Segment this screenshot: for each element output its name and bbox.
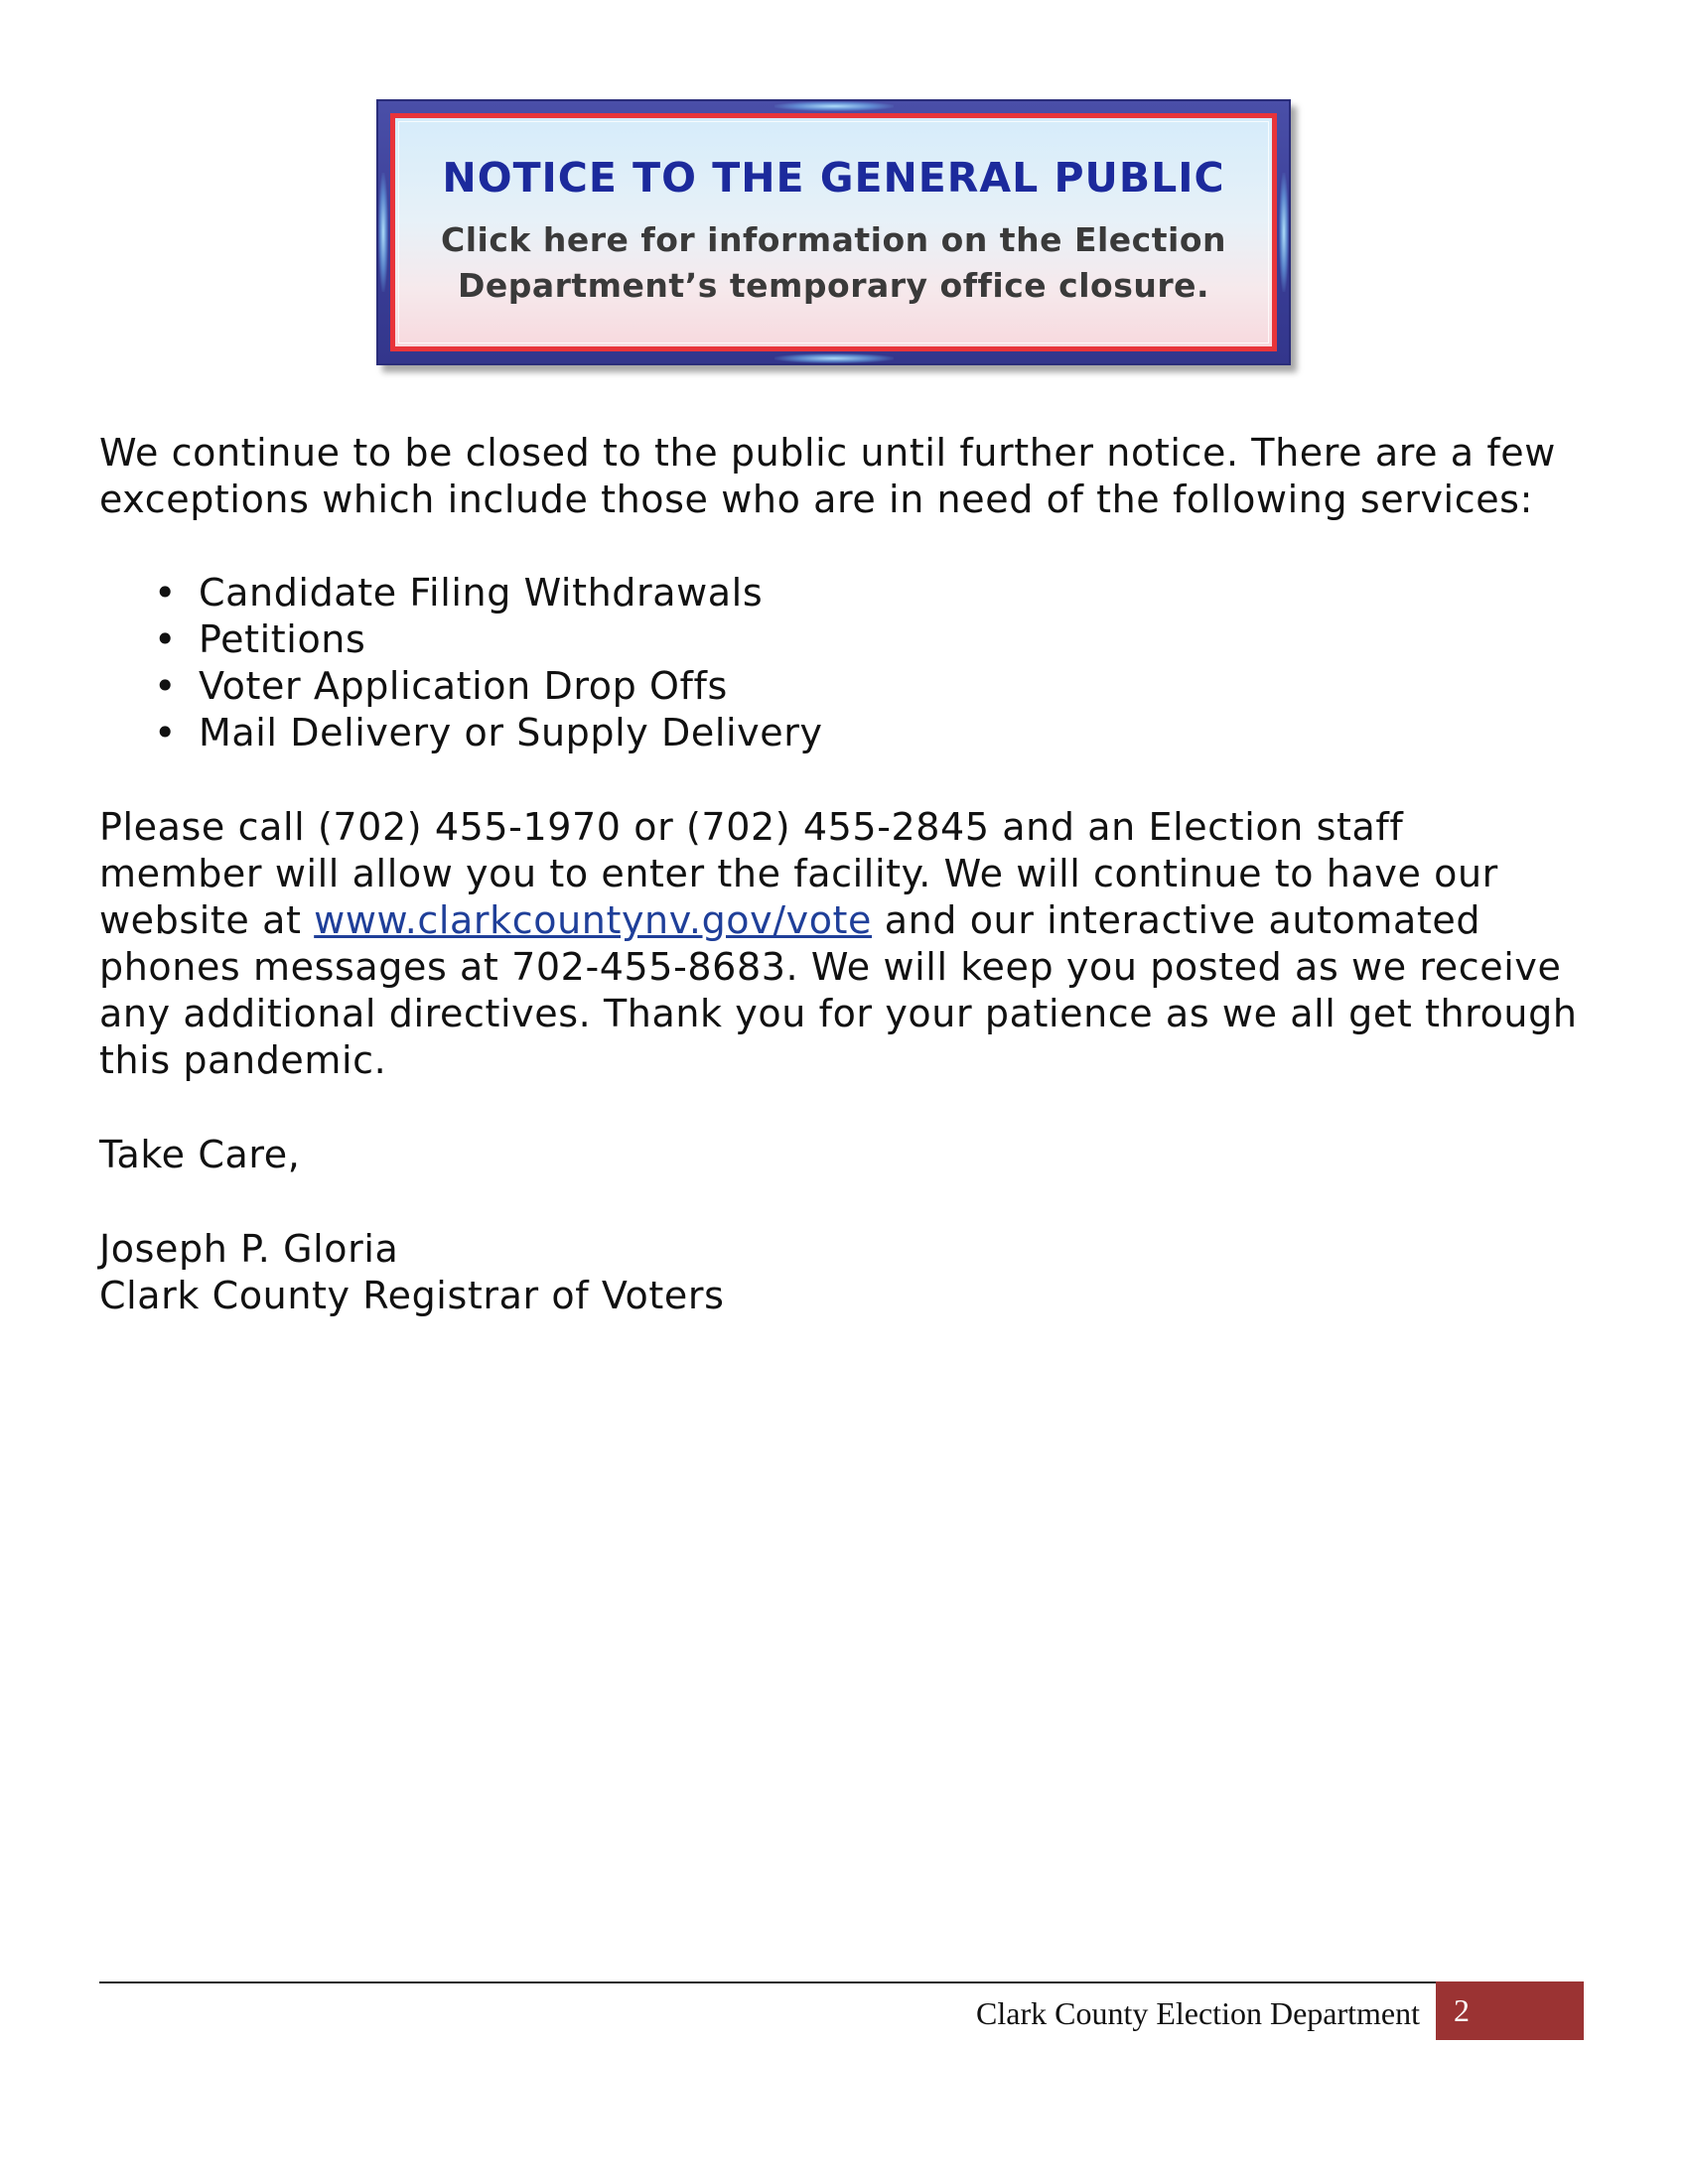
body-text: and our interactive automated bbox=[872, 898, 1481, 942]
signature-name: Joseph P. Gloria bbox=[99, 1227, 399, 1271]
bullet-icon: • bbox=[154, 617, 178, 661]
body-line: any additional directives. Thank you for your patience as we all get through bbox=[99, 992, 1578, 1035]
footer-divider bbox=[99, 1981, 1436, 1983]
banner-glow-right bbox=[1279, 173, 1289, 292]
intro-paragraph bbox=[99, 430, 1609, 523]
list-item bbox=[99, 710, 823, 756]
footer-department: Clark County Election Department bbox=[976, 1995, 1420, 2031]
service-label: Mail Delivery or Supply Delivery bbox=[199, 711, 823, 754]
signature-title: Clark County Registrar of Voters bbox=[99, 1274, 725, 1317]
bullet-icon: • bbox=[154, 711, 178, 754]
banner-title: NOTICE TO THE GENERAL PUBLIC bbox=[442, 154, 1225, 202]
banner-glow-top bbox=[774, 101, 894, 111]
banner-subtitle bbox=[395, 217, 1272, 309]
closing-text: Take Care, bbox=[99, 1133, 301, 1176]
body-line: Please call (702) 455-1970 or (702) 455-2845 and an Election staff bbox=[99, 805, 1404, 849]
contact-paragraph bbox=[99, 804, 1609, 1084]
intro-line: We continue to be closed to the public until further notice. There are a few bbox=[99, 431, 1556, 475]
list-item bbox=[99, 663, 823, 710]
services-list bbox=[99, 570, 823, 756]
list-item bbox=[99, 616, 823, 663]
list-item bbox=[99, 570, 823, 616]
banner-subtitle-line1: Click here for information on the Election bbox=[441, 220, 1226, 259]
body-line: this pandemic. bbox=[99, 1038, 387, 1082]
bullet-icon: • bbox=[154, 571, 178, 614]
banner-inner-panel[interactable] bbox=[390, 113, 1277, 351]
body-line-with-link bbox=[99, 897, 1609, 944]
body-line: phones messages at 702-455-8683. We will keep you posted as we receive bbox=[99, 945, 1562, 989]
body-text: website at bbox=[99, 898, 315, 942]
website-link[interactable]: www.clarkcountynv.gov/vote bbox=[314, 898, 873, 942]
bullet-icon: • bbox=[154, 664, 178, 708]
service-label: Petitions bbox=[199, 617, 366, 661]
banner-glow-bottom bbox=[774, 353, 894, 363]
intro-line: exceptions which include those who are in need of the following services: bbox=[99, 478, 1533, 521]
body-line: member will allow you to enter the facility. We will continue to have our bbox=[99, 852, 1498, 895]
service-label: Candidate Filing Withdrawals bbox=[199, 571, 764, 614]
notice-banner[interactable] bbox=[376, 99, 1291, 365]
page-number: 2 bbox=[1436, 1981, 1584, 2040]
banner-glow-left bbox=[378, 173, 388, 292]
banner-subtitle-line2: Department’s temporary office closure. bbox=[457, 266, 1210, 305]
service-label: Voter Application Drop Offs bbox=[199, 664, 728, 708]
